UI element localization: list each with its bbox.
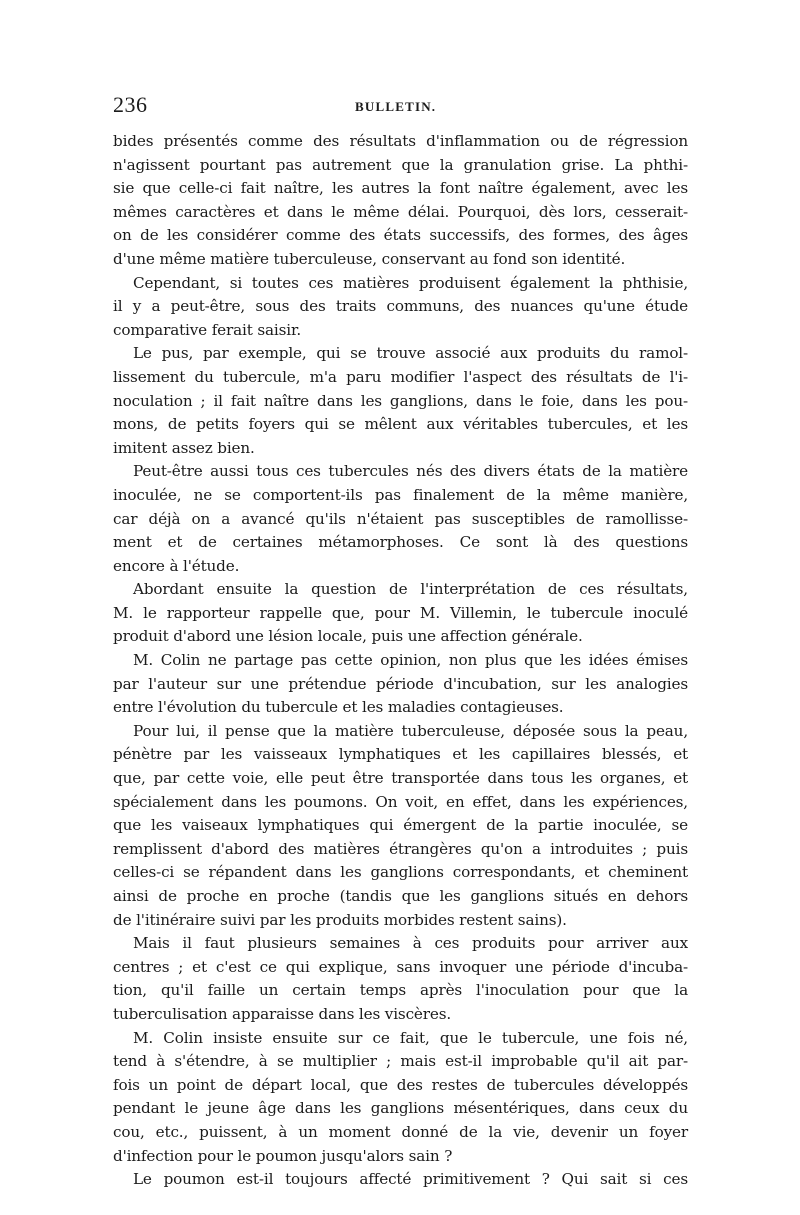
text-line: Peut-être aussi tous ces tubercules nés des divers états de la matière <box>133 462 688 481</box>
text-line: encore à l'étude. <box>113 556 240 575</box>
page-number: 236 <box>113 92 148 117</box>
text-line: tend à s'étendre, à se multiplier ; mais est-il improbable qu'il ait par- <box>113 1052 688 1071</box>
text-line: il y a peut-être, sous des traits communs, des nuances qu'une étude <box>113 297 688 316</box>
text-line: de l'itinéraire suivi par les produits morbides restent sains). <box>113 910 567 929</box>
text-line: comparative ferait saisir. <box>113 320 302 339</box>
paragraph <box>113 272 688 343</box>
running-head: BULLETIN. <box>355 99 437 114</box>
text-line: ment et de certaines métamorphoses. Ce sont là des questions <box>113 533 688 552</box>
text-line: produit d'abord une lésion locale, puis une affection générale. <box>113 627 583 646</box>
text-line: fois un point de départ local, que des restes de tubercules développés <box>113 1075 688 1094</box>
text-line: ainsi de proche en proche (tandis que les ganglions situés en dehors <box>113 887 688 905</box>
paragraph <box>113 1168 688 1192</box>
text-line: imitent assez bien. <box>113 438 255 457</box>
text-line: spécialement dans les poumons. On voit, en effet, dans les expériences, <box>113 792 688 811</box>
text-line: Cependant, si toutes ces matières produisent également la phthisie, <box>133 273 688 292</box>
text-line: M. Colin insiste ensuite sur ce fait, que le tubercule, une fois né, <box>133 1028 688 1047</box>
text-line: M. le rapporteur rappelle que, pour M. Villemin, le tubercule inoculé <box>113 603 688 622</box>
text-line: pendant le jeune âge dans les ganglions mésentériques, dans ceux du <box>113 1099 688 1118</box>
text-line: d'infection pour le poumon jusqu'alors sain ? <box>113 1146 453 1165</box>
text-line: n'agissent pourtant pas autrement que la granulation grise. La phthi- <box>113 155 688 174</box>
text-line: bides présentés comme des résultats d'inflammation ou de régression <box>113 132 688 150</box>
text-line: mêmes caractères et dans le même délai. Pourquoi, dès lors, cesserait- <box>113 202 688 221</box>
text-line: par l'auteur sur une prétendue période d'incubation, sur les analogies <box>113 674 688 693</box>
paragraph <box>113 342 688 460</box>
text-line: que, par cette voie, elle peut être transportée dans tous les organes, et <box>113 769 688 788</box>
paragraph <box>113 1027 688 1169</box>
text-line: on de les considérer comme des états successifs, des formes, des âges <box>113 226 688 245</box>
body-text <box>113 130 688 1192</box>
text-line: car déjà on a avancé qu'ils n'étaient pas susceptibles de ramollisse- <box>113 509 688 528</box>
text-line: tuberculisation apparaisse dans les viscères. <box>113 1004 452 1023</box>
text-line: d'une même matière tuberculeuse, conservant au fond son identité. <box>113 249 626 268</box>
text-line: entre l'évolution du tubercule et les maladies contagieuses. <box>113 698 564 717</box>
text-line: mons, de petits foyers qui se mêlent aux véritables tubercules, et les <box>113 415 688 434</box>
paragraph <box>113 649 688 720</box>
text-line: que les vaiseaux lymphatiques qui émergent de la partie inoculée, se <box>113 816 688 835</box>
text-line: Le pus, par exemple, qui se trouve associé aux produits du ramol- <box>133 344 688 363</box>
paragraph <box>113 932 688 1026</box>
text-line: Le poumon est-il toujours affecté primitivement ? Qui sait si ces <box>133 1170 688 1189</box>
text-line: cou, etc., puissent, à un moment donné de la vie, devenir un foyer <box>113 1122 688 1141</box>
text-line: Abordant ensuite la question de l'interprétation de ces résultats, <box>133 580 688 599</box>
text-line: Mais il faut plusieurs semaines à ces produits pour arriver aux <box>133 934 688 953</box>
text-line: M. Colin ne partage pas cette opinion, non plus que les idées émises <box>133 651 688 670</box>
text-line: sie que celle-ci fait naître, les autres la font naître également, avec les <box>113 179 688 198</box>
paragraph <box>113 130 688 272</box>
text-line: centres ; et c'est ce qui explique, sans invoquer une période d'incuba- <box>113 957 688 976</box>
text-line: celles-ci se répandent dans les ganglions correspondants, et cheminent <box>113 863 688 882</box>
paragraph <box>113 720 688 932</box>
page-header <box>113 92 688 122</box>
text-line: remplissent d'abord des matières étrangères qu'on a introduites ; puis <box>113 839 688 858</box>
text-line: lissement du tubercule, m'a paru modifier l'aspect des résultats de l'i- <box>113 367 688 386</box>
text-line: Pour lui, il pense que la matière tuberculeuse, déposée sous la peau, <box>133 721 688 740</box>
text-line: tion, qu'il faille un certain temps après l'inoculation pour que la <box>113 981 688 1000</box>
paragraph <box>113 460 688 578</box>
text-line: noculation ; il fait naître dans les ganglions, dans le foie, dans les pou- <box>113 391 688 410</box>
paragraph <box>113 578 688 649</box>
text-line: inoculée, ne se comportent-ils pas finalement de la même manière, <box>113 485 688 504</box>
text-line: pénètre par les vaisseaux lymphatiques et les capillaires blessés, et <box>113 745 688 764</box>
